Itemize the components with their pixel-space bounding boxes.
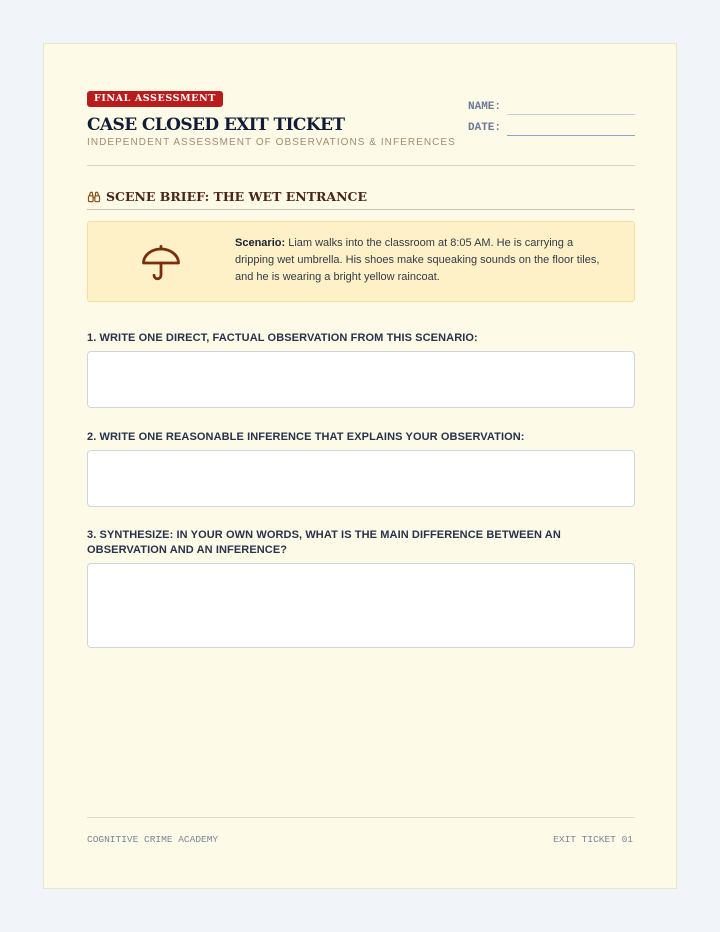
- question-3-prompt: 3. SYNTHESIZE: IN YOUR OWN WORDS, WHAT IS THE MAIN DIFFERENCE BETWEEN AN OBSERVATION AND AN INFERENCE?: [87, 529, 561, 556]
- footer-divider: [87, 817, 635, 818]
- final-assessment-badge: FINAL ASSESSMENT: [87, 91, 223, 107]
- scenario-label: Scenario:: [235, 237, 286, 249]
- scene-brief-heading: [87, 189, 367, 204]
- footer-academy: COGNITIVE CRIME ACADEMY: [87, 834, 219, 845]
- scenario-text: [235, 235, 615, 287]
- name-label: NAME:: [468, 101, 502, 113]
- footer-ticket-number: EXIT TICKET 01: [553, 834, 633, 845]
- page-subtitle: INDEPENDENT ASSESSMENT OF OBSERVATIONS & INFERENCES: [87, 137, 456, 148]
- date-field[interactable]: [507, 135, 635, 136]
- exit-ticket-sheet: [43, 43, 677, 889]
- date-label: DATE:: [468, 122, 502, 134]
- header-divider: [87, 165, 635, 166]
- scenario-box: [87, 221, 635, 302]
- scene-brief-heading-text: SCENE BRIEF: THE WET ENTRANCE: [106, 189, 367, 204]
- question-3-answer-box[interactable]: [87, 563, 635, 648]
- question-2-prompt: 2. WRITE ONE REASONABLE INFERENCE THAT EXPLAINS YOUR OBSERVATION:: [87, 431, 525, 443]
- umbrella-icon: [140, 242, 182, 284]
- scenario-body: Liam walks into the classroom at 8:05 AM. He is carrying a dripping wet umbrella. His shoes make squeaking sounds on the floor tiles, and he is wearing a bright yellow raincoat.: [235, 237, 600, 284]
- page-title: CASE CLOSED EXIT TICKET: [87, 115, 345, 135]
- scene-divider: [87, 209, 635, 210]
- name-field[interactable]: [507, 114, 635, 115]
- question-2-answer-box[interactable]: [87, 450, 635, 507]
- binoculars-icon: [87, 190, 101, 204]
- question-1-prompt: 1. WRITE ONE DIRECT, FACTUAL OBSERVATION FROM THIS SCENARIO:: [87, 332, 478, 344]
- question-1-answer-box[interactable]: [87, 351, 635, 408]
